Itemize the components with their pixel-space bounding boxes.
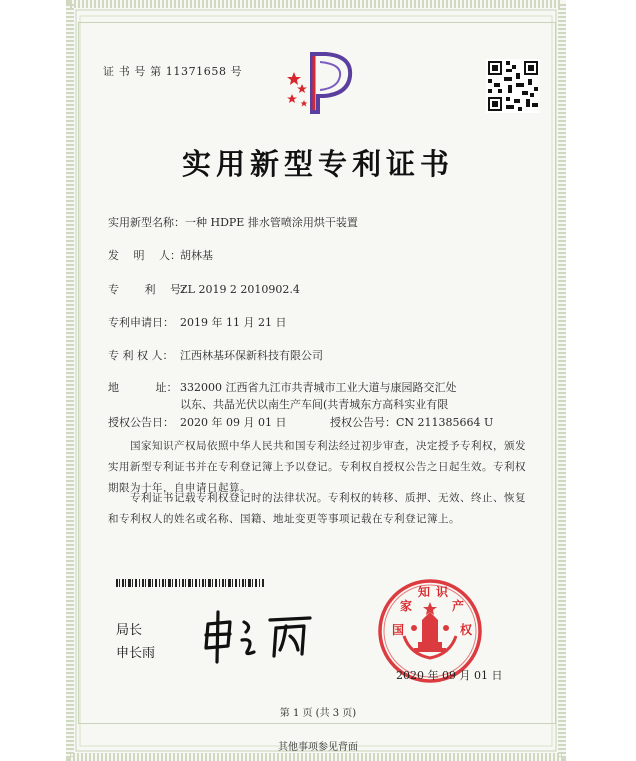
field-value: 一种 HDPE 排水管喷涂用烘干装置 (185, 216, 358, 229)
field-patent-number (108, 281, 300, 297)
field-value: 2019 年 11 月 21 日 (180, 316, 287, 329)
legal-status-paragraph: 专利证书记载专利权登记时的法律状况。专利权的转移、质押、无效、终止、恢复和专利权人的姓名或名称、国籍、地址变更等事项记载在专利登记簿上。 (108, 492, 526, 525)
field-label: 实用新型名称： (108, 216, 185, 229)
field-value: 胡林基 (180, 249, 213, 262)
svg-text:识: 识 (436, 585, 449, 599)
field-inventor (108, 247, 213, 263)
field-value: 2020 年 09 月 01 日 (180, 416, 287, 429)
grant-statement-paragraph: 国家知识产权局依照中华人民共和国专利法经过初步审查，决定授予专利权，颁发实用新型专利证书并在专利登记簿上予以登记。专利权自授权公告之日起生效。专利权期限为十年，自申请日起算。 (108, 440, 526, 494)
field-label: 发 明 人： (108, 249, 181, 262)
field-value: 江西林基环保新科技有限公司 (180, 349, 323, 362)
field-value-line1: 332000 江西省九江市共青城市工业大道与康园路交汇处 (180, 381, 457, 394)
svg-text:国: 国 (392, 623, 405, 637)
certificate-number: 证 书 号 第 11371658 号 (103, 65, 243, 78)
field-label: 专利申请日： (108, 316, 174, 329)
field-value-line2: 以东、共晶光伏以南生产车间(共青城东方高科实业有限 (180, 398, 449, 411)
barcode-icon (116, 579, 266, 587)
field-label: 授权公告日： (108, 416, 174, 429)
signatory-name: 申长雨 (116, 646, 156, 661)
field-patentee (108, 347, 323, 363)
certificate-title: 实用新型专利证书 (181, 147, 454, 181)
field-grant-announcement-number (330, 414, 493, 430)
field-value: CN 211385664 U (396, 416, 494, 429)
field-address-continued (180, 396, 448, 412)
svg-text:产: 产 (452, 599, 465, 613)
field-utility-model-name (108, 214, 358, 230)
svg-text:权: 权 (460, 623, 473, 637)
field-address (108, 379, 457, 395)
handwritten-signature-icon (200, 606, 320, 666)
field-label: 专 利 权 人： (108, 349, 174, 362)
svg-text:知: 知 (418, 585, 431, 599)
qr-code-icon (486, 59, 540, 113)
field-value: ZL 2019 2 2010902.4 (180, 283, 300, 296)
cnipa-logo-icon (284, 50, 360, 116)
field-application-date (108, 314, 286, 330)
svg-text:家: 家 (400, 599, 413, 613)
field-grant-announcement-date (108, 414, 286, 430)
field-label: 专 利 号： (108, 283, 192, 296)
field-label: 地 址： (108, 381, 178, 394)
field-label: 授权公告号： (330, 416, 396, 429)
signatory-title: 局长 (116, 623, 143, 638)
seal-date: 2020 年 09 月 01 日 (396, 669, 503, 682)
page-number: 第 1 页 (共 3 页) (279, 708, 357, 719)
back-note: 其他事项参见背面 (278, 742, 358, 753)
